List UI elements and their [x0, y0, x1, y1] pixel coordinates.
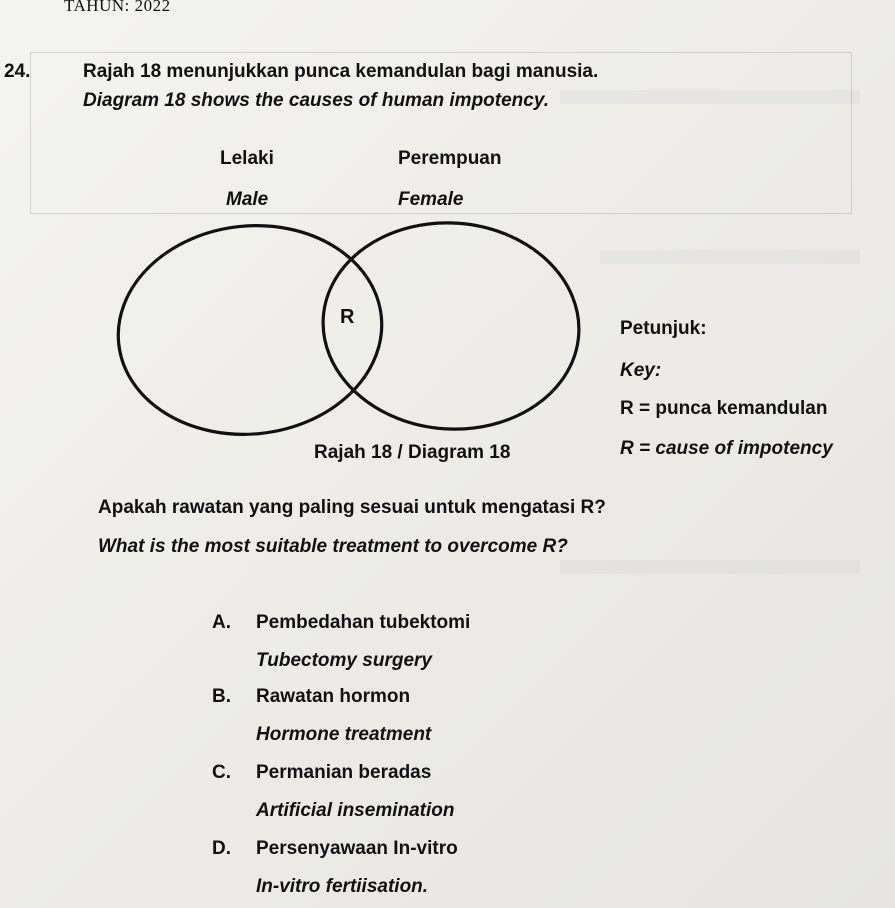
female-circle [316, 214, 586, 437]
option-a-en: Tubectomy surgery [256, 650, 432, 671]
question-stem-en: Diagram 18 shows the causes of human impotency. [83, 90, 549, 111]
key-line-ms: R = punca kemandulan [620, 398, 828, 419]
option-c-en: Artificial insemination [256, 800, 455, 821]
male-circle [108, 213, 392, 447]
option-d-ms[interactable]: Persenyawaan In-vitro [256, 838, 458, 859]
option-d-letter[interactable]: D. [212, 838, 231, 859]
option-b-en: Hormone treatment [256, 724, 432, 745]
option-d-en: In-vitro fertiisation. [256, 876, 429, 897]
option-a-ms[interactable]: Pembedahan tubektomi [256, 612, 471, 633]
female-label-ms: Perempuan [398, 148, 502, 169]
key-line-en: R = cause of impotency [620, 438, 833, 459]
female-label-en: Female [398, 189, 464, 210]
venn-diagram [0, 0, 895, 450]
male-label-ms: Lelaki [220, 148, 274, 169]
exam-year-header: TAHUN: 2022 [64, 0, 171, 15]
key-title-en: Key: [620, 360, 662, 381]
option-b-letter[interactable]: B. [212, 686, 231, 707]
option-b-ms[interactable]: Rawatan hormon [256, 686, 411, 707]
key-title-ms: Petunjuk: [620, 318, 707, 339]
question-stem-ms: Rajah 18 menunjukkan punca kemandulan bagi manusia. [83, 61, 599, 82]
option-c-ms[interactable]: Permanian beradas [256, 762, 432, 783]
question-number: 24. [4, 61, 31, 82]
show-through-text [560, 560, 860, 574]
prompt-en: What is the most suitable treatment to overcome R? [98, 536, 568, 557]
region-r-label: R [340, 306, 355, 328]
option-a-letter[interactable]: A. [212, 612, 231, 633]
diagram-caption: Rajah 18 / Diagram 18 [314, 442, 511, 463]
male-label-en: Male [226, 189, 269, 210]
option-c-letter[interactable]: C. [212, 762, 231, 783]
prompt-ms: Apakah rawatan yang paling sesuai untuk mengatasi R? [98, 497, 606, 518]
